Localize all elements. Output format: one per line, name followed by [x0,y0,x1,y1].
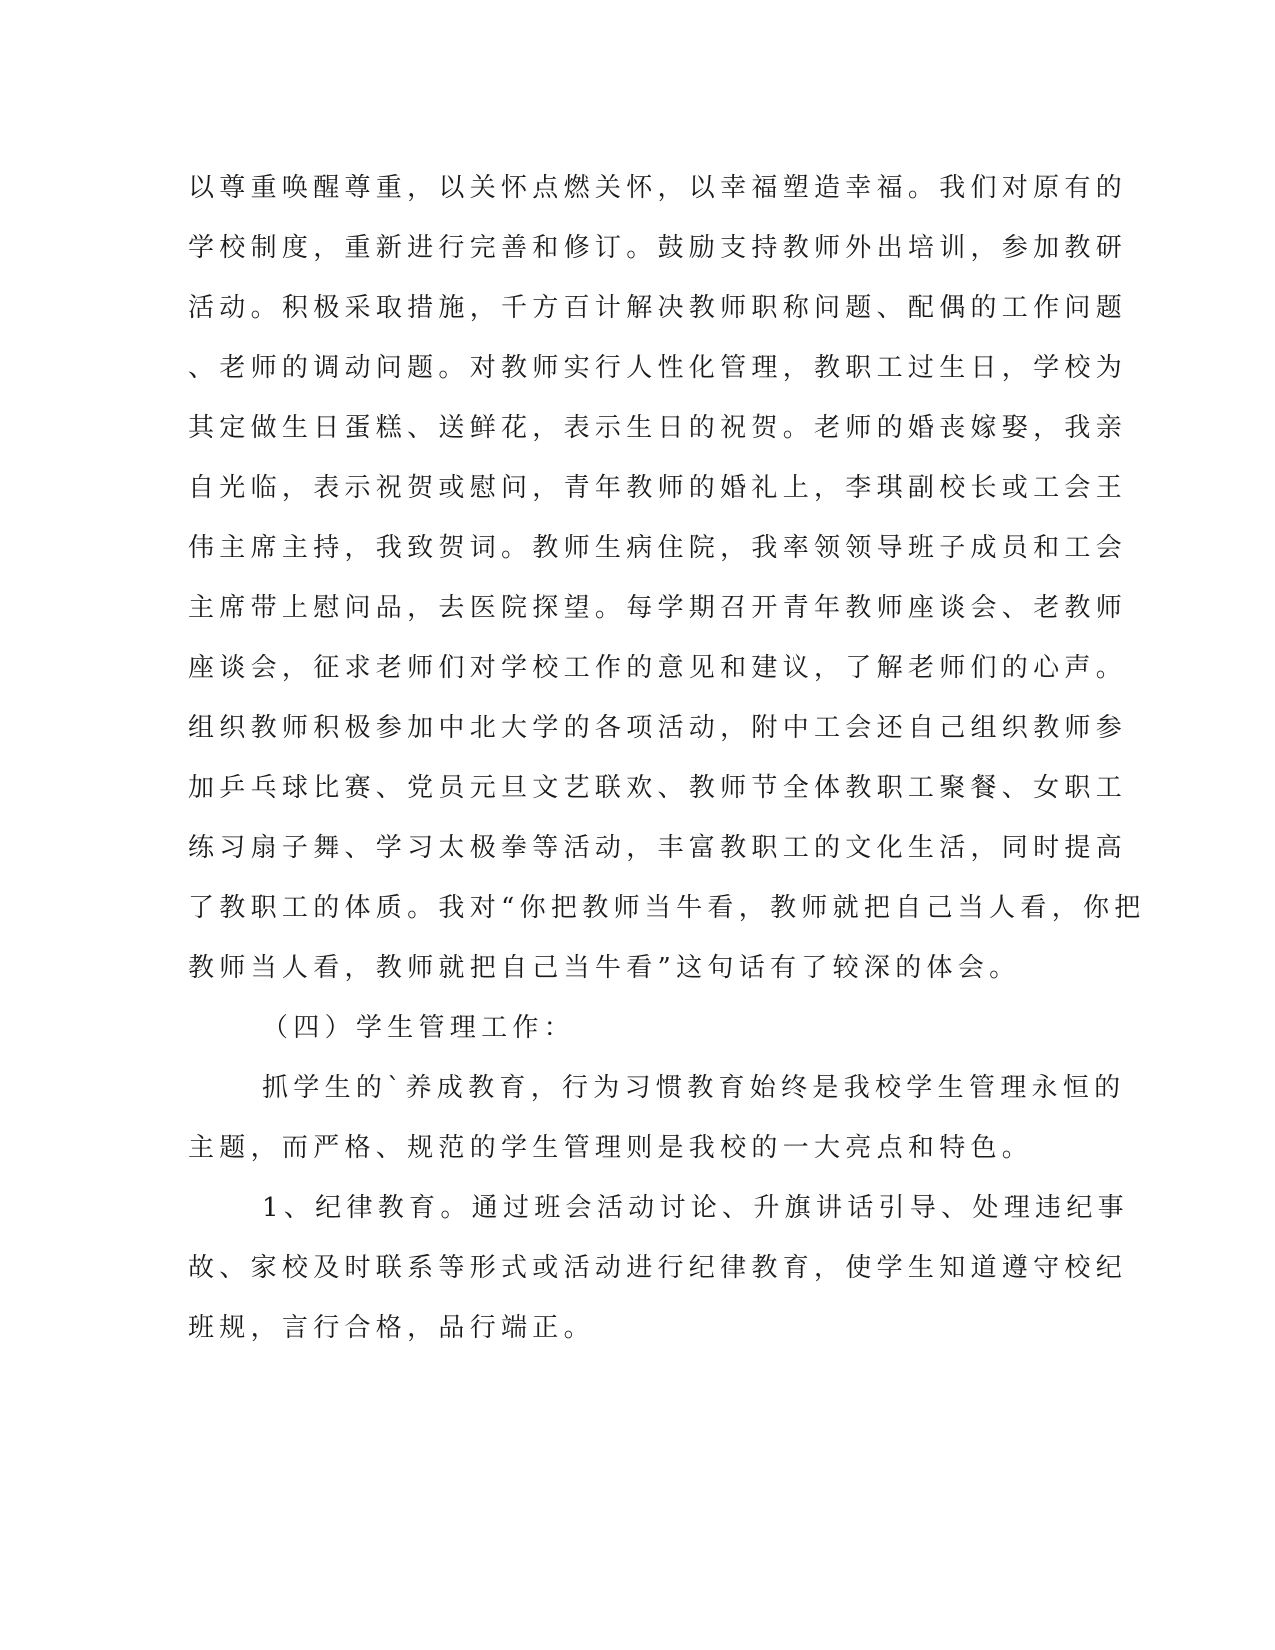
text-line: 了教职工的体质。我对“你把教师当牛看，教师就把自己当人看，你把 [188,893,1146,923]
text-line: 伟主席主持，我致贺词。教师生病住院，我率领领导班子成员和工会 [188,533,1128,563]
paragraph-first-line: 抓学生的`养成教育，行为习惯教育始终是我校学生管理永恒的 [262,1073,1126,1103]
text-line: 教师当人看，教师就把自己当牛看”这句话有了较深的体会。 [188,953,1021,983]
list-item-first-line: 1、纪律教育。通过班会活动讨论、升旗讲话引导、处理违纪事 [262,1193,1129,1223]
text-line: 座谈会，征求老师们对学校工作的意见和建议，了解老师们的心声。 [188,653,1128,683]
section-heading: （四）学生管理工作： [262,1013,576,1043]
text-line: 以尊重唤醒尊重，以关怀点燃关怀，以幸福塑造幸福。我们对原有的 [188,173,1128,203]
text-line: 、老师的调动问题。对教师实行人性化管理，教职工过生日，学校为 [188,353,1128,383]
text-line: 班规，言行合格，品行端正。 [188,1313,595,1343]
text-line: 主席带上慰问品，去医院探望。每学期召开青年教师座谈会、老教师 [188,593,1128,623]
text-line: 主题，而严格、规范的学生管理则是我校的一大亮点和特色。 [188,1133,1034,1163]
text-line: 自光临，表示祝贺或慰问，青年教师的婚礼上，李琪副校长或工会王 [188,473,1128,503]
text-line: 故、家校及时联系等形式或活动进行纪律教育，使学生知道遵守校纪 [188,1253,1128,1283]
text-line: 练习扇子舞、学习太极拳等活动，丰富教职工的文化生活，同时提高 [188,833,1128,863]
text-line: 加乒乓球比赛、党员元旦文艺联欢、教师节全体教职工聚餐、女职工 [188,773,1128,803]
text-line: 活动。积极采取措施，千方百计解决教师职称问题、配偶的工作问题 [188,293,1128,323]
body-text [188,158,1146,1358]
text-line: 组织教师积极参加中北大学的各项活动，附中工会还自己组织教师参 [188,713,1128,743]
text-line: 其定做生日蛋糕、送鲜花，表示生日的祝贺。老师的婚丧嫁娶，我亲 [188,413,1128,443]
text-line: 学校制度，重新进行完善和修订。鼓励支持教师外出培训，参加教研 [188,233,1128,263]
